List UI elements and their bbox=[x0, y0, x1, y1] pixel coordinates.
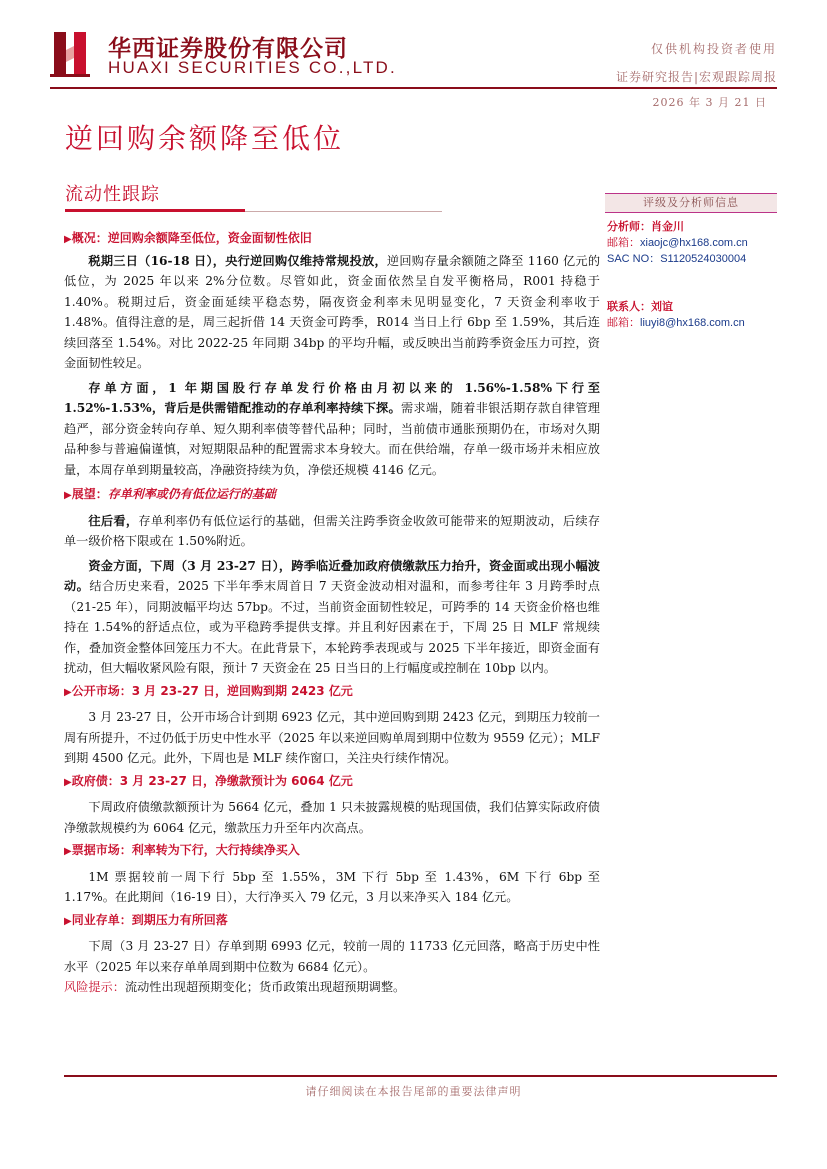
paragraph-interbank-cd: 下周（3 月 23-27 日）存单到期 6993 亿元，较前一周的 11733 亿元回落，略高于历史中性水平（2025 年以来存单单周到期中位数为 6684 亿元）。 bbox=[64, 939, 600, 974]
section-bill-heading: ▶票据市场：利率转为下行，大行持续净买入 bbox=[64, 843, 300, 857]
triangle-bullet-icon: ▶ bbox=[64, 915, 72, 927]
subtitle-rule bbox=[245, 211, 442, 212]
email-label: 邮箱： bbox=[607, 236, 640, 249]
analyst-info-heading: 评级及分析师信息 bbox=[605, 193, 777, 213]
section-overview-heading: ▶概况：逆回购余额降至低位，资金面韧性依旧 bbox=[64, 231, 312, 245]
legal-notice: 请仔细阅读在本报告尾部的重要法律声明 bbox=[305, 1085, 522, 1098]
paragraph-open-market: 3 月 23-27 日，公开市场合计到期 6923 亿元，其中逆回购到期 2423 亿元，到期压力较前一周有所提升，不过仍低于历史中性水平（2025 年以来逆回购单周到期中位数为 9559 亿元）；MLF 到期 4500 亿元。此外，下周也是 MLF 续作窗口，关注央行续作情况。 bbox=[64, 710, 600, 765]
paragraph-bill: 1M 票据较前一周下行 5bp 至 1.55%，3M 下行 5bp 至 1.43%，6M 下行 6bp 至 1.17%。在此期间（16-19 日），大行净买入 79 亿元，3 月以来净买入 184 亿元。 bbox=[64, 869, 600, 904]
risk-warning: 风险提示：流动性出现超预期变化；货币政策出现超预期调整。 bbox=[64, 980, 406, 994]
triangle-bullet-icon: ▶ bbox=[64, 490, 72, 501]
contact-email-label: 邮箱： bbox=[607, 316, 640, 329]
company-name-en: HUAXI SECURITIES CO.,LTD. bbox=[108, 58, 397, 77]
report-type: 证券研究报告|宏观跟踪周报 bbox=[615, 70, 777, 84]
analyst-name: 肖金川 bbox=[651, 220, 684, 233]
report-date: 2026 年 3 月 21 日 bbox=[652, 96, 767, 109]
analyst-email-row bbox=[607, 234, 748, 250]
page-subtitle: 流动性跟踪 bbox=[65, 184, 160, 205]
contact-email-link[interactable]: liuyi8@hx168.com.cn bbox=[640, 317, 745, 329]
triangle-bullet-icon: ▶ bbox=[64, 234, 72, 245]
triangle-bullet-icon: ▶ bbox=[64, 846, 72, 857]
contact-label: 联系人： bbox=[607, 300, 651, 313]
paragraph-tax-period: 税期三日（16-18 日），央行逆回购仅维持常规投放，逆回购存量余额随之降至 1160 亿元的低位，为 2025 年以来 2%分位数。尽管如此，资金面依然呈自发平衡格局，R001 持稳于 1.40%。税期过后，资金面延续平稳态势，隔夜资金利率未见明显变化，7 天资金利率收于 1.48%。值得注意的是，周三起折借 14 天资金可跨季，R014 当日上行 6bp 至 1.59%，其后连续回落至 1.54%。对比 2022-25 年同期 34bp 的平均升幅，或反映出当前跨季资金压力可控，资金面韧性较足。 bbox=[64, 253, 601, 370]
paragraph-funding: 资金方面，下周（3 月 23-27 日），跨季临近叠加政府债缴款压力抬升，资金面或出现小幅波动。结合历史来看，2025 下半年季末周首日 7 天资金波动相对温和，而参考往年 3 月跨季时点（21-25 年），同期波幅平均达 57bp。不过，当前资金面韧性较足，可跨季的 14 天资金价格也维持在 1.54%的舒适点位，或为平稳跨季提供支撑。并且利好因素在于，下周 25 日 MLF 常规续作，叠加资金整体回笼压力不大。在此背景下，本轮跨季表现或与 2025 下半年接近，即资金面有扰动，但大幅收紧风险有限，预计 7 天资金在 25 日当日的上行幅度或控制在 10bp 以内。 bbox=[64, 558, 600, 675]
section-outlook-heading: ▶展望：存单利率或仍有低位运行的基础 bbox=[64, 487, 276, 501]
contact-email-row bbox=[607, 314, 745, 330]
section-interbank-cd-heading: ▶同业存单：到期压力有所回落 bbox=[64, 912, 228, 927]
section-open-market-heading: ▶公开市场：3 月 23-27 日，逆回购到期 2423 亿元 bbox=[64, 683, 353, 698]
triangle-bullet-icon: ▶ bbox=[64, 686, 72, 698]
sac-row bbox=[607, 250, 746, 266]
huaxi-logo-icon bbox=[50, 28, 94, 78]
section-gov-bond-heading: ▶政府债：3 月 23-27 日，净缴款预计为 6064 亿元 bbox=[64, 773, 353, 788]
sac-number: S1120524030004 bbox=[660, 253, 747, 265]
subtitle-underline bbox=[65, 209, 245, 212]
audience-note: 仅供机构投资者使用 bbox=[650, 42, 777, 56]
paragraph-cd: 存单方面，1 年期国股行存单发行价格由月初以来的 1.56%-1.58%下行至 1.52%-1.53%，背后是供需错配推动的存单利率持续下探。需求端，随着非银活期存款自律管理趋严，部分资金转向存单、短久期利率债等替代品种；同时，当前债市通胀预期仍在，市场对久期品种参与普遍偏谨慎，对短期限品种的配置需求本身较大。而在供给端，存单一级市场并未相应放量，本周存单到期量较高，净融资持续为负，净偿还规模 4146 亿元。 bbox=[64, 380, 600, 477]
paragraph-gov-bond: 下周政府债缴款额预计为 5664 亿元，叠加 1 只未披露规模的贴现国债，我们估算实际政府债净缴款规模约为 6064 亿元，缴款压力升至年内次高点。 bbox=[64, 800, 600, 835]
page-title: 逆回购余额降至低位 bbox=[65, 122, 345, 155]
analyst-label: 分析师： bbox=[607, 220, 651, 233]
analyst-email-link[interactable]: xiaojc@hx168.com.cn bbox=[640, 237, 748, 249]
footer-divider bbox=[64, 1075, 777, 1077]
report-body bbox=[64, 228, 600, 998]
triangle-bullet-icon: ▶ bbox=[64, 776, 72, 788]
contact-name: 刘谊 bbox=[651, 300, 673, 313]
company-name-cn: 华西证券股份有限公司 bbox=[108, 36, 348, 62]
sac-label: SAC NO： bbox=[607, 253, 661, 265]
paragraph-outlook: 往后看，存单利率仍有低位运行的基础，但需关注跨季资金收敛可能带来的短期波动，后续存单一级价格下限或在 1.50%附近。 bbox=[64, 513, 601, 548]
contact-row bbox=[607, 298, 673, 314]
header-divider bbox=[50, 87, 777, 89]
analyst-row bbox=[607, 218, 684, 234]
